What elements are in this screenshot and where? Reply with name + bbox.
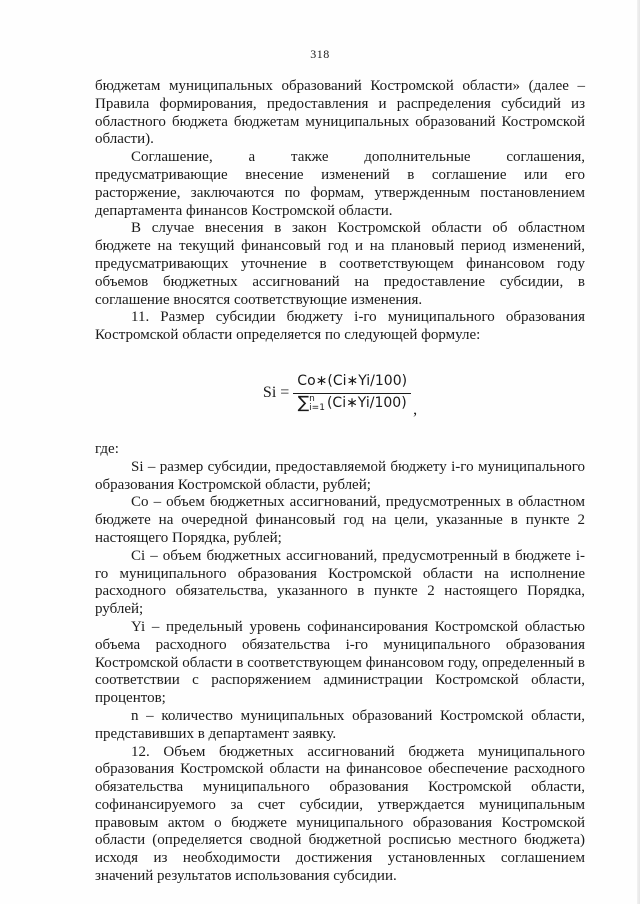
definition-yi: Yi – предельный уровень софинансирования Костромской областью объема расходного обязательства i-го муниципального образования Костромской области в соответствующем финансовом году, определенный в соответствии с распоряжением администрации Костромской области, процентов;: [95, 618, 585, 707]
sum-symbol: ∑: [297, 392, 310, 413]
formula-denominator-body: (Ci∗Yi/100): [326, 394, 407, 411]
definition-si: Si – размер субсидии, предоставляемой бюджету i-го муниципального образования Костромской области, рублей;: [95, 458, 585, 493]
document-body: [95, 78, 585, 886]
subsidy-formula: [95, 367, 585, 419]
sum-upper-limit: n: [309, 393, 315, 404]
definition-ci: Ci – объем бюджетных ассигнований, предусмотренный в бюджете i-го муниципального образования Костромской области на исполнение расходного обязательства, указанного в пункте 2 настоящего Порядка, рублей;: [95, 547, 585, 618]
definition-n: n – количество муниципальных образований Костромской области, представивших в департамент заявку.: [95, 707, 585, 742]
paragraph-budget-changes: В случае внесения в закон Костромской области об областном бюджете на текущий финансовый год и на плановый период изменений, предусматривающих уточнение в соответствующем финансовом году объемов бюджетных ассигнований на предоставление субсидии, в соглашение вносятся соответствующие изменения.: [95, 220, 585, 308]
definition-co: Co – объем бюджетных ассигнований, предусмотренных в областном бюджете на очередной финансовый год на цели, указанные в пункте 2 настоящего Порядка, рублей;: [95, 494, 585, 546]
formula-fraction: [293, 373, 411, 413]
page-number: 318: [310, 47, 330, 61]
paragraph-agreement: Соглашение, а также дополнительные соглашения, предусматривающие внесение изменений в соглашение или его расторжение, заключаются по формам, утвержденным постановлением департамента финансов Костромской области.: [95, 149, 585, 219]
paragraph-continuation: бюджетам муниципальных образований Костромской области» (далее – Правила формирования, предоставления и распределения субсидий из областного бюджета бюджетам муниципальных образований Костромской области).: [95, 78, 585, 148]
sum-limits: [309, 395, 325, 413]
formula-comma: ,: [413, 401, 418, 419]
paragraph-item-12: 12. Объем бюджетных ассигнований бюджета муниципального образования Костромской области на финансовое обеспечение расходного обязательства муниципального образования Костромской области, софинансируемого за счет субсидии, утверждается муниципальным правовым актом о бюджете муниципального образования Костромской области (определяется сводной бюджетной росписью местного бюджета) исходя из необходимости достижения установленных соглашением значений результатов использования субсидии.: [95, 743, 585, 885]
formula-lhs: Si =: [262, 384, 290, 402]
where-label: где:: [95, 440, 119, 457]
paragraph-item-11: 11. Размер субсидии бюджету i-го муниципального образования Костромской области определяется по следующей формуле:: [95, 309, 585, 344]
formula-numerator: Co∗(Ci∗Yi/100): [293, 373, 411, 394]
formula-denominator: [298, 394, 407, 413]
sum-lower-limit: i=1: [309, 402, 325, 413]
